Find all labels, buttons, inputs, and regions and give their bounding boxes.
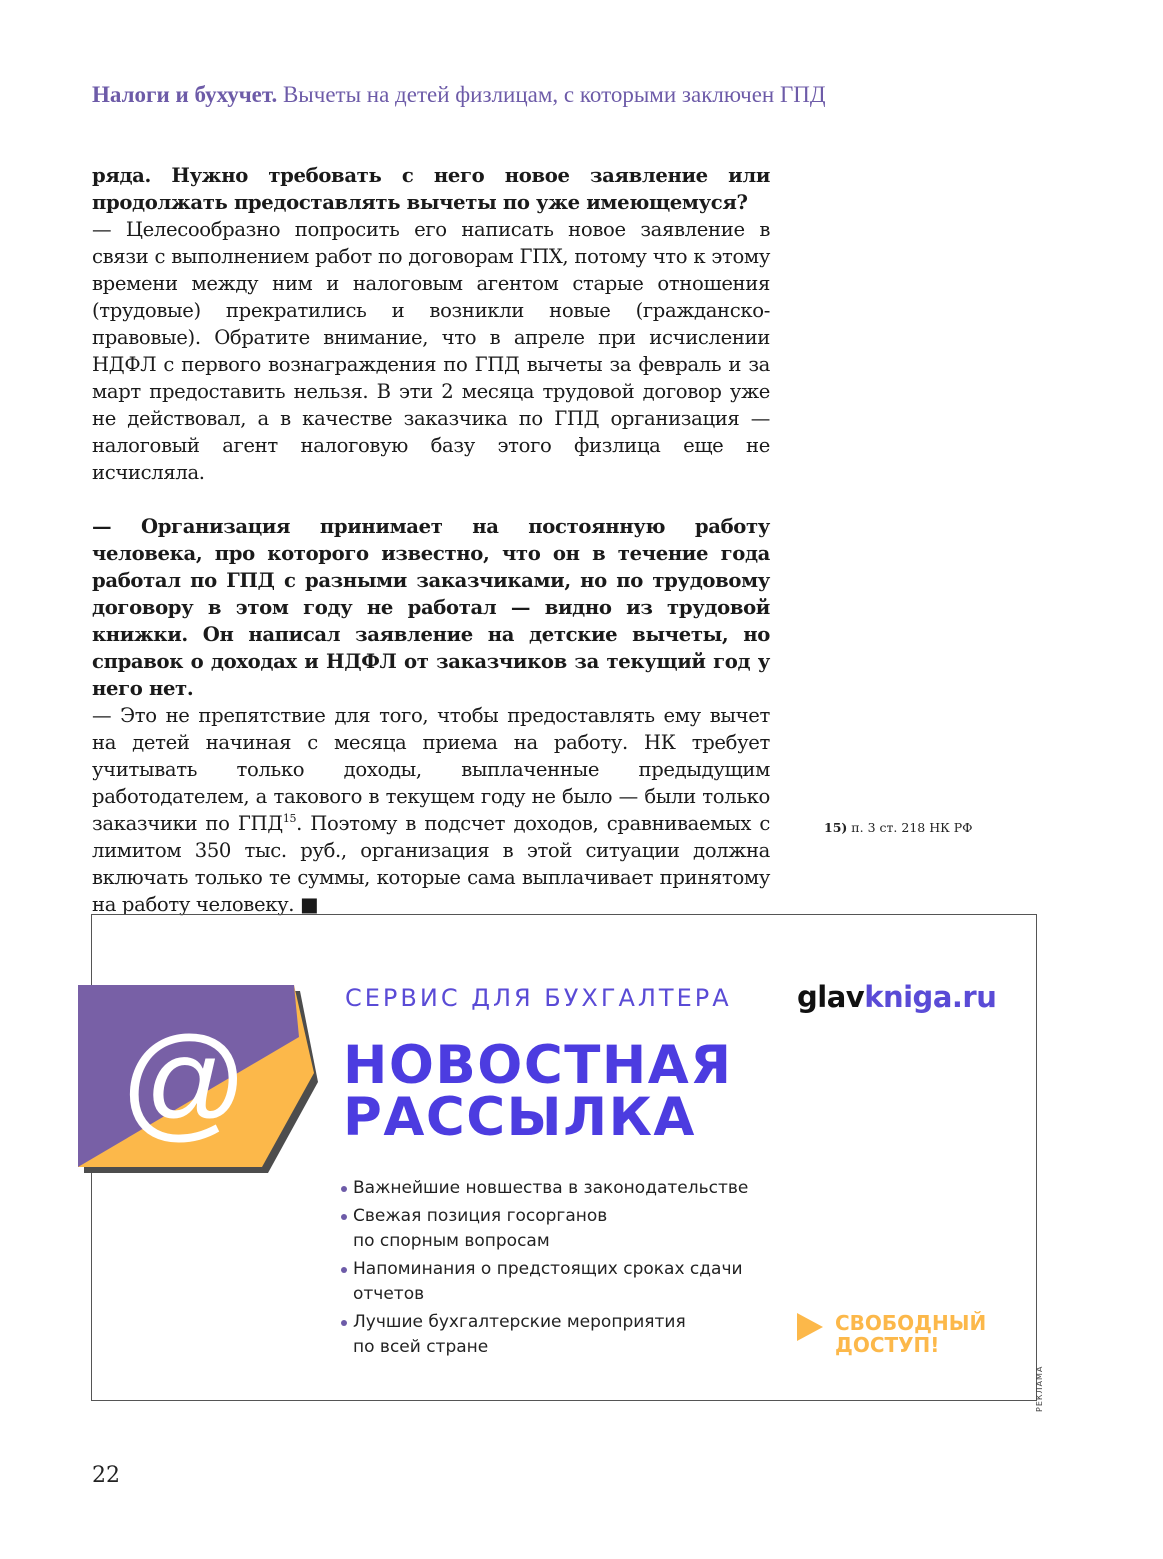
ad-marker: РЕКЛАМА <box>1035 1365 1044 1412</box>
site-link[interactable] <box>797 980 996 1014</box>
newsletter-at-icon <box>78 985 318 1173</box>
footnote-text: п. 3 ст. 218 НК РФ <box>851 820 973 835</box>
answer-2 <box>92 702 770 918</box>
list-item: Важнейшие новшества в законодательстве <box>340 1176 748 1201</box>
header-title: Вычеты на детей физлицам, с которыми заключен ГПД <box>282 82 826 107</box>
end-mark: ■ <box>300 893 319 916</box>
list-item: Напоминания о предстоящих сроках сдачи отчетов <box>340 1257 748 1307</box>
footnote-number: 15) <box>824 820 848 835</box>
running-header <box>92 82 826 108</box>
site-name-part2: kniga.ru <box>864 980 997 1014</box>
paragraph-gap <box>92 486 770 513</box>
list-item: Свежая позиция госорганов по спорным вопросам <box>340 1204 748 1254</box>
ad-title-line2: РАССЫЛКА <box>343 1087 696 1148</box>
answer-1: — Целесообразно попросить его написать новое заявление в связи с выполнением работ по договорам ГПХ, потому что к этому времени между ним и налоговым агентом старые отношения (трудовые) прекратились и возникли новые (гражданско-правовые). Обратите внимание, что в апреле при исчислении НДФЛ с первого вознаграждения по ГПД вычеты за февраль и за март предоставить нельзя. В эти 2 месяца трудовой договор уже не действовал, а в качестве заказчика по ГПД организация — налоговый агент налоговую базу этого физлица еще не исчисляла. <box>92 218 770 484</box>
ad-kicker: СЕРВИС ДЛЯ БУХГАЛТЕРА <box>345 984 732 1012</box>
at-symbol: @ <box>120 1011 248 1152</box>
ad-title-line1: НОВОСТНАЯ <box>343 1035 733 1096</box>
answer-2-text-a: — Это не препятствие для того, чтобы предоставлять ему вычет на детей начиная с месяца приема на работу. НК требует учитывать только доходы, выплаченные предыдущим работодателем, а такового в текущем году не было — были только заказчики по ГПД <box>92 704 770 835</box>
answer-2-text-b: . Поэтому в подсчет доходов, сравниваемых с лимитом 350 тыс. руб., организация в этой ситуации должна включать только те суммы, которые сама выплачивает принятому на работу человеку. <box>92 812 770 916</box>
ad-title <box>343 1035 733 1148</box>
footnote-ref[interactable]: 15 <box>282 812 297 825</box>
play-arrow-icon <box>797 1313 823 1341</box>
footnote-15 <box>824 820 973 835</box>
ad-benefits-list <box>340 1176 748 1363</box>
question-1: ряда. Нужно требовать с него новое заявление или продолжать предоставлять вычеты по уже имеющемуся? <box>92 164 770 214</box>
section-name: Налоги и бухучет. <box>92 82 278 107</box>
cta-label: СВОБОДНЫЙ ДОСТУП! <box>835 1311 987 1357</box>
list-item: Лучшие бухгалтерские мероприятия по всей стране <box>340 1310 748 1360</box>
question-2: — Организация принимает на постоянную работу человека, про которого известно, что он в течение года работал по ГПД с разными заказчиками, но по трудовому договору в этом году не работал — видно из трудовой книжки. Он написал заявление на детские вычеты, но справок о доходах и НДФЛ от заказчиков за текущий год у него нет. <box>92 515 770 700</box>
site-name-part1: glav <box>797 980 865 1014</box>
page-number: 22 <box>92 1463 120 1488</box>
article-body <box>92 162 770 918</box>
